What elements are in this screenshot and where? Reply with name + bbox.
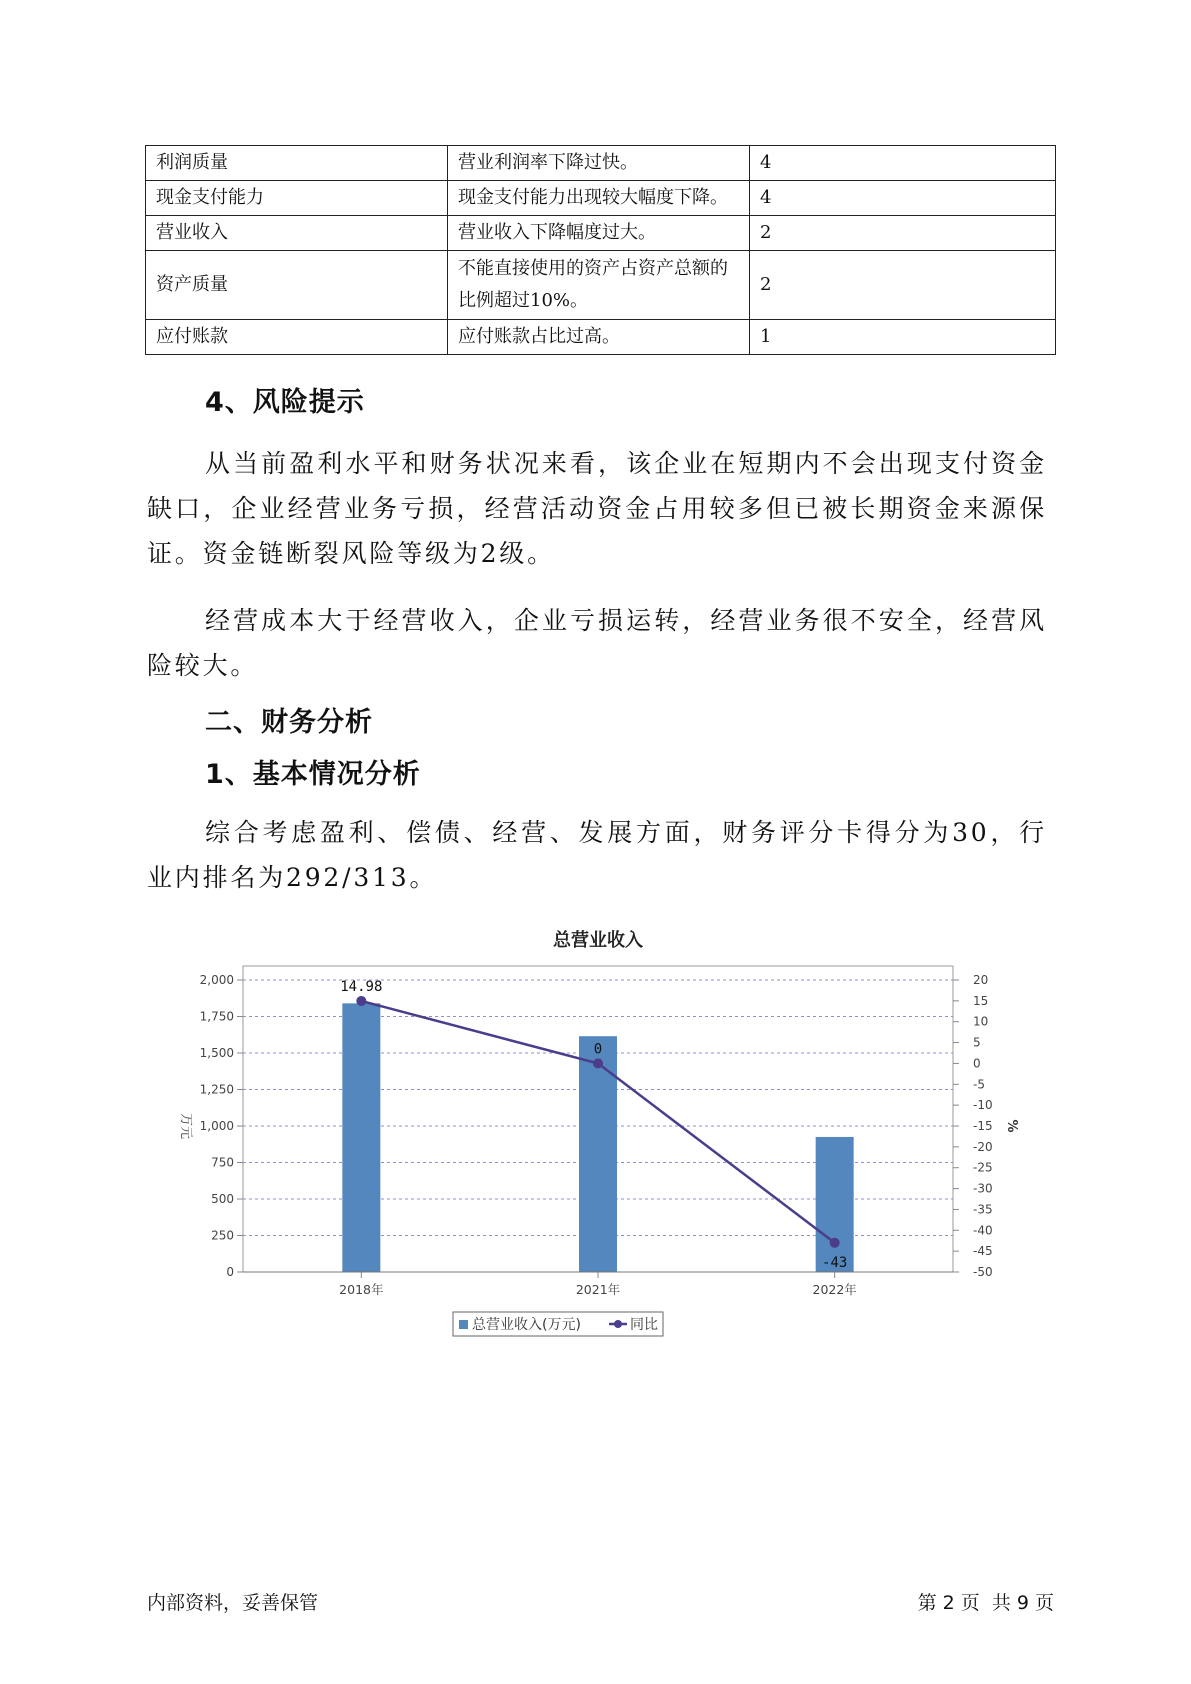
y2-tick-label: -45 [973,1244,993,1259]
y2-tick-label: -10 [973,1098,993,1113]
basic-analysis-heading: 1、基本情况分析 [205,759,421,790]
risk-tips-paragraph-2: 经营成本大于经营收入，企业亏损运转，经营业务很不安全，经营风险较大。 [147,606,1047,680]
x-tick-label: 2018年 [339,1282,384,1297]
risk-item-cell: 现金支付能力 [146,181,448,216]
x-tick-label: 2021年 [575,1282,621,1297]
y-tick-label: 1,000 [199,1119,234,1133]
yoy-point [830,1238,840,1248]
risk-score-cell: 2 [750,251,1056,320]
y2-tick-label: 0 [973,1056,981,1071]
financial-analysis-heading: 二、财务分析 [205,707,373,738]
x-tick-label: 2022年 [812,1282,857,1297]
y2-tick-label: -15 [973,1119,993,1133]
y2-tick-label: -50 [973,1265,993,1279]
basic-analysis-paragraph: 综合考虑盈利、偿债、经营、发展方面，财务评分卡得分为30，行业内排名为292/313。 [147,818,1047,892]
y2-tick-label: 15 [973,993,989,1008]
revenue-bar [342,1003,380,1272]
y-tick-label: 500 [211,1192,234,1206]
legend-line-label: 同比 [630,1317,658,1333]
revenue-chart [170,920,1020,1390]
risk-score-cell: 1 [750,320,1056,355]
y-tick-label: 1,500 [199,1046,234,1060]
legend-bar-swatch [459,1320,468,1329]
risk-desc-cell: 不能直接使用的资产占资产总额的比例超过10%。 [448,251,750,320]
risk-desc-cell: 营业收入下降幅度过大。 [448,216,750,251]
chart-title: 总营业收入 [553,930,643,951]
revenue-bar [579,1036,617,1272]
y2-tick-label: -5 [973,1077,985,1092]
y2-tick-label: -20 [973,1139,993,1154]
y-tick-label: 1,250 [199,1082,234,1097]
footer-confidential: 内部资料，妥善保管 [147,1592,319,1614]
risk-item-cell: 利润质量 [146,146,448,181]
y-axis-label: 万元 [178,1112,193,1140]
risk-desc-cell: 应付账款占比过高。 [448,320,750,355]
y2-tick-label: -40 [973,1223,993,1238]
y2-tick-label: 5 [973,1035,981,1050]
yoy-point [356,996,366,1006]
risk-score-cell: 4 [750,181,1056,216]
risk-table-row [146,181,1056,216]
yoy-data-label: -43 [822,1254,848,1271]
y2-tick-label: 10 [973,1014,989,1029]
risk-item-cell: 资产质量 [146,251,448,320]
y-tick-label: 250 [211,1228,234,1243]
revenue-chart-svg [170,920,1020,1390]
risk-item-cell: 应付账款 [146,320,448,355]
legend-line-marker [614,1320,622,1328]
revenue-bar [816,1137,854,1272]
risk-table-row [146,320,1056,355]
footer-page-number: 第 2 页 共 9 页 [917,1592,1054,1614]
y-tick-label: 2,000 [199,973,234,987]
y2-tick-label: 20 [973,973,989,987]
risk-score-cell: 2 [750,216,1056,251]
y-tick-label: 750 [211,1155,234,1170]
risk-table-row [146,146,1056,181]
yoy-data-label: 0 [593,1041,603,1058]
y2-axis-label: % [1004,1119,1019,1133]
legend-bar-label: 总营业收入(万元) [472,1317,581,1333]
yoy-data-label: 14.98 [340,978,383,995]
risk-table-row [146,216,1056,251]
risk-table [145,145,1056,355]
y2-tick-label: -25 [973,1160,993,1175]
risk-tips-heading: 4、风险提示 [205,387,365,418]
risk-score-cell: 4 [750,146,1056,181]
risk-item-cell: 营业收入 [146,216,448,251]
risk-desc-cell: 营业利润率下降过快。 [448,146,750,181]
y2-tick-label: -30 [973,1181,993,1196]
y-tick-label: 0 [226,1265,234,1279]
risk-table-body [146,146,1056,355]
yoy-point [593,1058,603,1068]
risk-tips-paragraph-1: 从当前盈利水平和财务状况来看，该企业在短期内不会出现支付资金缺口，企业经营业务亏损，经营活动资金占用较多但已被长期资金来源保证。资金链断裂风险等级为2级。 [147,449,1047,568]
y2-tick-label: -35 [973,1202,993,1217]
risk-desc-cell: 现金支付能力出现较大幅度下降。 [448,181,750,216]
y-tick-label: 1,750 [199,1009,234,1024]
risk-table-row [146,251,1056,320]
